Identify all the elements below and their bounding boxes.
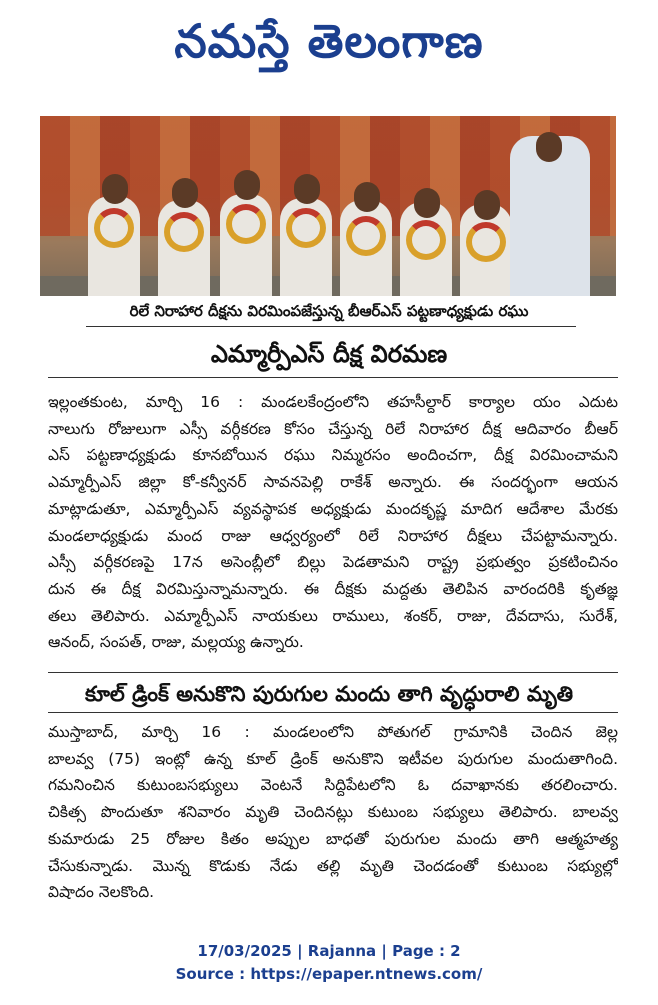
article2-line: గమనించిన కుటుంబసభ్యులు వెంటనే సిద్దిపేటలోని ఓ దవాఖానకు తరలించారు. xyxy=(48,776,618,795)
photo-person-head xyxy=(172,178,198,208)
masthead xyxy=(0,6,658,76)
article1-line: తలు తెలిపారు. ఎమ్మార్పీఎస్ నాయకులు రాములు, శంకర్, రాజు, దేవదాసు, సురేశ్, xyxy=(48,606,618,625)
photo-garland xyxy=(286,208,326,248)
article1-line: నాలుగు రోజులుగా ఎస్సీ వర్గీకరణ కోసం చేస్తున్న రిలే నిరాహార దీక్ష ఆదివారం బీఆర్ xyxy=(48,419,618,438)
article2-line: చేసుకున్నాడు. మొన్న కొడుకు నేడు తల్లి మృతి చెందడంతో కుటుంబ సభ్యుల్లో xyxy=(48,856,618,875)
photo-person-head xyxy=(474,190,500,220)
photo-person-head xyxy=(234,170,260,200)
photo-garland xyxy=(406,220,446,260)
photo-person-head xyxy=(414,188,440,218)
article2-line: చికిత్స పొందుతూ శనివారం మృతి చెందినట్లు కుటుంబ సభ్యులు తెలిపారు. బాలవ్వ xyxy=(48,803,618,822)
footer-date-edition: 17/03/2025 | Rajanna | Page : 2 xyxy=(197,942,461,960)
caption-underline xyxy=(86,326,576,327)
article1-line: ఆనంద్, సంపత్, రాజు, మల్లయ్య ఉన్నారు. xyxy=(48,633,304,652)
article-separator xyxy=(48,672,618,673)
article1-headline: ఎమ్మార్పీఎస్ దీక్ష విరమణ xyxy=(210,340,448,368)
article1-line: ఎస్సీ వర్గీకరణపై 17న అసెంబ్లీలో బిల్లు పెడతామని రాష్ట్ర ప్రభుత్వం ప్రకటించినం xyxy=(48,553,618,572)
article2-line: కుమారుడు 25 రోజుల కితం అప్పుల బాధతో పురుగుల మందు తాగి ఆత్మహత్య xyxy=(48,829,618,848)
news-photo xyxy=(40,116,616,296)
photo-garland xyxy=(346,216,386,256)
newspaper-title: నమస్తే తెలంగాణ xyxy=(174,14,484,68)
article1-line: మాట్లాడుతూ, ఎమ్మార్పీఎస్ వ్యవస్థాపక అధ్యక్షుడు మందకృష్ణ మాదిగ ఆదేశాల మేరకు xyxy=(48,499,618,518)
photo-person-head xyxy=(536,132,562,162)
article1-line: ఎమ్మార్పీఎస్ జిల్లా కో-కన్వీనర్ సావనపెల్లి రాకేశ్ అన్నారు. ఈ సందర్భంగా ఆయన xyxy=(48,473,618,492)
photo-garland xyxy=(94,208,134,248)
article1-rule xyxy=(48,377,618,378)
article2-body xyxy=(48,719,618,906)
article2-line: ముస్తాబాద్, మార్చి 16 : మండలంలోని పోతుగల్ గ్రామానికి చెందిన జెల్ల xyxy=(48,723,618,741)
photo-person-head xyxy=(294,174,320,204)
footer-source-link[interactable]: Source : https://epaper.ntnews.com/ xyxy=(175,965,483,983)
photo-garland xyxy=(226,204,266,244)
article1-body xyxy=(48,389,618,656)
article2-line: బాలవ్వ (75) ఇంట్లో ఉన్న కూల్ డ్రింక్ అనుకొని ఇటీవల పురుగుల మందుతాగింది. xyxy=(48,749,618,768)
article1-line: మండలాధ్యక్షుడు మంద రాజు ఆధ్వర్యంలో రిలే నిరాహార దీక్షలు చేపట్టామన్నారు. xyxy=(48,526,618,545)
article2-line: విషాదం నెలకొంది. xyxy=(48,883,155,902)
article1-line: ఎస్ పట్టణాధ్యక్షుడు కూనబోయిన రఘు నిమ్మరసం అందించగా, దీక్ష విరమించామని xyxy=(48,446,618,465)
photo-person-head xyxy=(354,182,380,212)
photo-person-head xyxy=(102,174,128,204)
photo-garland xyxy=(466,222,506,262)
article2-headline: కూల్ డ్రింక్ అనుకొని పురుగుల మందు తాగి వృద్ధురాలి మృతి xyxy=(84,682,574,706)
article1-line: ఇల్లంతకుంట, మార్చి 16 : మండలకేంద్రంలోని తహసీల్దార్ కార్యాల యం ఎదుట xyxy=(48,393,618,411)
article2-rule xyxy=(48,712,618,713)
article1-line: దున ఈ దీక్ష విరమిస్తున్నామన్నారు. ఈ దీక్షకు మద్దతు తెలిపిన వారందరికి కృతజ్ఞ xyxy=(48,579,618,598)
photo-garland xyxy=(164,212,204,252)
photo-caption: రిలే నిరాహార దీక్షను విరమింపజేస్తున్న బీఆర్ఎస్ పట్టణాధ్యక్షుడు రఘు xyxy=(129,302,529,320)
